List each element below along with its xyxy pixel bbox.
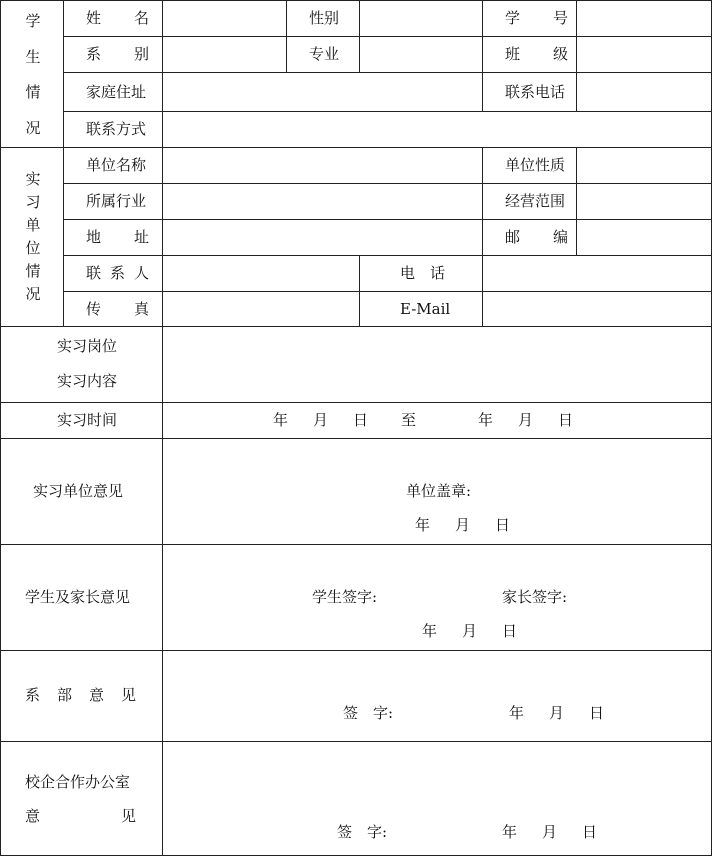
position-content-field[interactable]: [162, 326, 712, 403]
email-label-cell: [359, 291, 483, 327]
office-opinion-label-cell: [0, 741, 163, 856]
student-side-char: 情: [25, 83, 41, 101]
company-name-field[interactable]: [162, 147, 483, 184]
student-id-field[interactable]: [576, 0, 712, 37]
phone-field[interactable]: [576, 72, 712, 112]
company-side-label-cell: [0, 147, 64, 327]
class-label-cell: [482, 36, 577, 73]
office-sign-label: 签 字:: [337, 823, 388, 841]
department-opinion-field[interactable]: [162, 650, 712, 742]
company-date-month: 月: [455, 516, 471, 534]
class-label-char: 班: [505, 45, 521, 63]
student-side-label-cell: [0, 0, 64, 148]
time-year-start: 年: [273, 411, 289, 429]
telephone-label-char: 话: [430, 264, 446, 282]
contact-method-field[interactable]: [162, 111, 712, 148]
contact-method-label-cell: [63, 111, 163, 148]
company-name-label-cell: [63, 147, 163, 184]
student-side-char: 生: [25, 48, 41, 66]
company-side-char: 实: [25, 170, 41, 188]
company-date-year: 年: [415, 516, 431, 534]
telephone-label-char: 电: [400, 264, 416, 282]
class-field[interactable]: [576, 36, 712, 73]
student-id-label-char: 学: [505, 9, 521, 27]
time-year-end: 年: [478, 411, 494, 429]
student-parent-date-month: 月: [462, 622, 478, 640]
department-field[interactable]: [162, 36, 287, 73]
department-opinion-char: 见: [121, 686, 137, 704]
department-opinion-char: 意: [89, 686, 105, 704]
company-side-char: 情: [25, 262, 41, 280]
parent-sign-label: 家长签字:: [502, 588, 568, 606]
company-type-label: 单位性质: [505, 156, 566, 174]
industry-label-cell: [63, 183, 163, 220]
address-label-cell: [63, 219, 163, 256]
department-opinion-char: 部: [57, 686, 73, 704]
postcode-label-char: 邮: [505, 228, 521, 246]
fax-field[interactable]: [162, 291, 360, 327]
major-label: 专业: [309, 45, 340, 63]
name-label-cell: [63, 0, 163, 37]
company-name-label: 单位名称: [86, 156, 147, 174]
company-side-char: 况: [25, 285, 41, 303]
department-date-month: 月: [549, 704, 565, 722]
business-scope-label-cell: [482, 183, 577, 220]
company-opinion-field[interactable]: [162, 438, 712, 545]
student-parent-date-year: 年: [422, 622, 438, 640]
department-date-year: 年: [509, 704, 525, 722]
office-date-month: 月: [542, 823, 558, 841]
postcode-label-char: 编: [553, 228, 569, 246]
student-parent-field[interactable]: [162, 544, 712, 651]
name-field[interactable]: [162, 0, 287, 37]
student-parent-date-day: 日: [502, 622, 518, 640]
contact-person-label-char: 联: [86, 264, 102, 282]
contact-method-label: 联系方式: [86, 120, 147, 138]
telephone-field[interactable]: [482, 255, 712, 292]
student-parent-label-cell: [0, 544, 163, 651]
company-seal-label: 单位盖章:: [406, 482, 472, 500]
company-side-char: 单: [25, 216, 41, 234]
department-label-char: 别: [134, 45, 150, 63]
contact-person-label-cell: [63, 255, 163, 292]
time-day-start: 日: [353, 411, 369, 429]
position-label: 实习岗位: [57, 337, 118, 355]
student-id-label-cell: [482, 0, 577, 37]
fax-label-cell: [63, 291, 163, 327]
business-scope-field[interactable]: [576, 183, 712, 220]
office-date-year: 年: [502, 823, 518, 841]
office-date-day: 日: [582, 823, 598, 841]
office-opinion-field[interactable]: [162, 741, 712, 856]
contact-person-label-char: 系: [110, 264, 126, 282]
phone-label: 联系电话: [505, 83, 566, 101]
position-content-label-cell: [0, 326, 163, 403]
industry-field[interactable]: [162, 183, 483, 220]
time-to: 至: [401, 411, 417, 429]
student-sign-label: 学生签字:: [312, 588, 378, 606]
postcode-label-cell: [482, 219, 577, 256]
name-label-char: 名: [134, 9, 150, 27]
department-label-char: 系: [86, 45, 102, 63]
office-opinion-label-line1: 校企合作办公室: [25, 773, 131, 791]
gender-label-cell: [286, 0, 360, 37]
company-opinion-label-cell: [0, 438, 163, 545]
fax-label-char: 传: [86, 300, 102, 318]
contact-person-field[interactable]: [162, 255, 360, 292]
gender-label: 性别: [309, 9, 340, 27]
contact-person-label-char: 人: [134, 264, 150, 282]
major-field[interactable]: [359, 36, 483, 73]
time-day-end: 日: [558, 411, 574, 429]
phone-label-cell: [482, 72, 577, 112]
company-opinion-label: 实习单位意见: [33, 482, 124, 500]
gender-field[interactable]: [359, 0, 483, 37]
telephone-label-cell: [359, 255, 483, 292]
student-side-char: 学: [25, 12, 41, 30]
home-address-field[interactable]: [162, 72, 483, 112]
student-id-label-char: 号: [553, 9, 569, 27]
fax-label-char: 真: [134, 300, 150, 318]
department-opinion-label-cell: [0, 650, 163, 742]
address-label-char: 地: [86, 228, 102, 246]
company-type-label-cell: [482, 147, 577, 184]
content-label: 实习内容: [57, 372, 118, 390]
home-address-label-cell: [63, 72, 163, 112]
time-month-end: 月: [518, 411, 534, 429]
name-label-char: 姓: [86, 9, 102, 27]
address-label-char: 址: [134, 228, 150, 246]
department-label-cell: [63, 36, 163, 73]
student-side-char: 况: [25, 119, 41, 137]
major-label-cell: [286, 36, 360, 73]
address-field[interactable]: [162, 219, 483, 256]
department-sign-label: 签 字:: [343, 704, 394, 722]
company-side-char: 习: [25, 193, 41, 211]
time-label: 实习时间: [57, 411, 118, 429]
email-label: E-Mail: [400, 300, 451, 318]
student-parent-label: 学生及家长意见: [25, 588, 131, 606]
class-label-char: 级: [553, 45, 569, 63]
office-opinion-label-char: 见: [121, 807, 137, 825]
time-field[interactable]: [162, 402, 712, 439]
office-opinion-label-char: 意: [25, 807, 41, 825]
business-scope-label: 经营范围: [505, 192, 566, 210]
company-side-char: 位: [25, 239, 41, 257]
company-type-field[interactable]: [576, 147, 712, 184]
time-month-start: 月: [313, 411, 329, 429]
postcode-field[interactable]: [576, 219, 712, 256]
email-field[interactable]: [482, 291, 712, 327]
company-date-day: 日: [495, 516, 511, 534]
department-date-day: 日: [589, 704, 605, 722]
industry-label: 所属行业: [86, 192, 147, 210]
home-address-label: 家庭住址: [86, 83, 147, 101]
department-opinion-char: 系: [25, 686, 41, 704]
time-label-cell: [0, 402, 163, 439]
